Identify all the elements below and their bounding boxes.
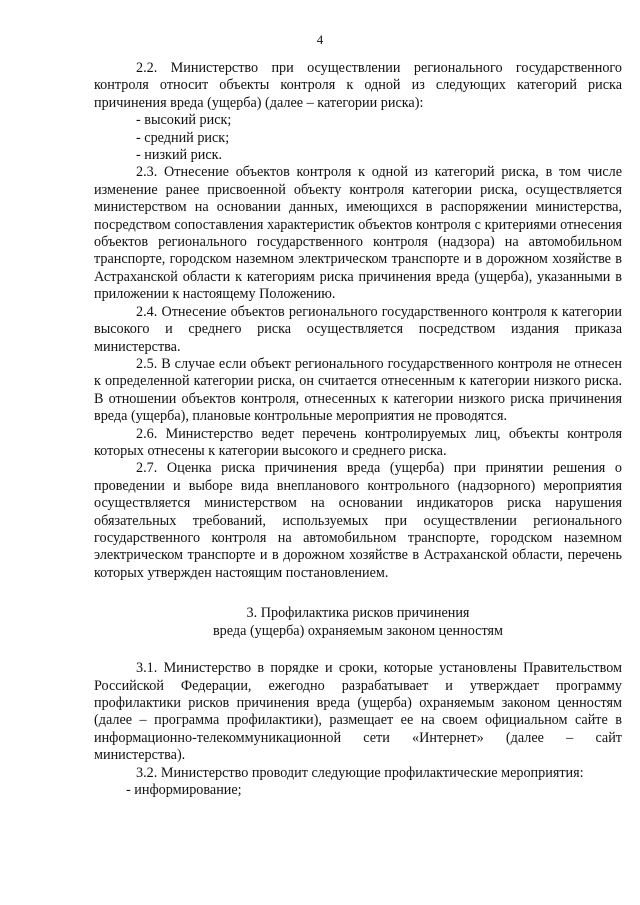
paragraph-3-1: 3.1. Министерство в порядке и сроки, которые установлены Правительством Российской Федерации, ежегодно разрабатывает и утверждает программу профилактики рисков причинения вреда (ущерба) охраняемым законом ценностям (далее – программа профилактики), размещает ее на своем официальном сайте в информационно-телекоммуникационной сети «Интернет» (далее – сайт министерства). [94,660,622,764]
list-item-high-risk: - высокий риск; [136,112,232,129]
paragraph-2-3: 2.3. Отнесение объектов контроля к одной из категорий риска, в том числе изменение ранее присвоенной объекту контроля категории риска, осуществляется министерством на основании данных, имеющихся в распоряжении министерства, посредством сопоставления характеристик объектов контроля с критериями отнесения объектов регионального государственного контроля (надзора) на автомобильном транспорте, городском наземном электрическом транспорте и в дорожном хозяйстве в Астраханской области к категориям риска причинения вреда (ущерба), указанными в приложении к настоящему Положению. [94,164,622,303]
paragraph-3-2: 3.2. Министерство проводит следующие профилактические мероприятия: [136,764,584,781]
section-heading-3 [94,604,622,640]
section-heading-line-2: вреда (ущерба) охраняемым законом ценностям [212,623,503,640]
list-item-medium-risk: - средний риск; [136,129,230,146]
paragraph-2-2: 2.2. Министерство при осуществлении регионального государственного контроля относит объекты контроля к одной из следующих категорий риска причинения вреда (ущерба) (далее – категории риска): [94,60,622,111]
paragraph-2-4: 2.4. Отнесение объектов регионального государственного контроля к категории высокого и среднего риска осуществляется посредством издания приказа министерства. [94,303,622,355]
paragraph-2-6: 2.6. Министерство ведет перечень контролируемых лиц, объекты контроля которых отнесены к категории высокого и среднего риска. [94,425,622,459]
document-body [94,60,622,799]
list-item-low-risk: - низкий риск. [136,147,223,164]
list-item-informing: - информирование; [126,782,242,799]
section-heading-line-1: 3. Профилактика рисков причинения [246,605,470,622]
paragraph-2-5: 2.5. В случае если объект регионального государственного контроля не отнесен к определенной категории риска, он считается отнесенным к категории низкого риска. В отношении объектов контроля, отнесенных к категории низкого риска причинения вреда (ущерба), плановые контрольные мероприятия не проводятся. [94,355,622,425]
page-number: 4 [316,32,324,47]
paragraph-2-7: 2.7. Оценка риска причинения вреда (ущерба) при принятии решения о проведении и выборе вида внепланового контрольного (надзорного) мероприятия осуществляется министерством на основании индикаторов риска нарушения обязательных требований, используемых при осуществлении регионального государственного контроля на автомобильном транспорте, городском наземном электрическом транспорте и в дорожном хозяйстве в Астраханской области, перечень которых утвержден настоящим постановлением. [94,460,622,581]
